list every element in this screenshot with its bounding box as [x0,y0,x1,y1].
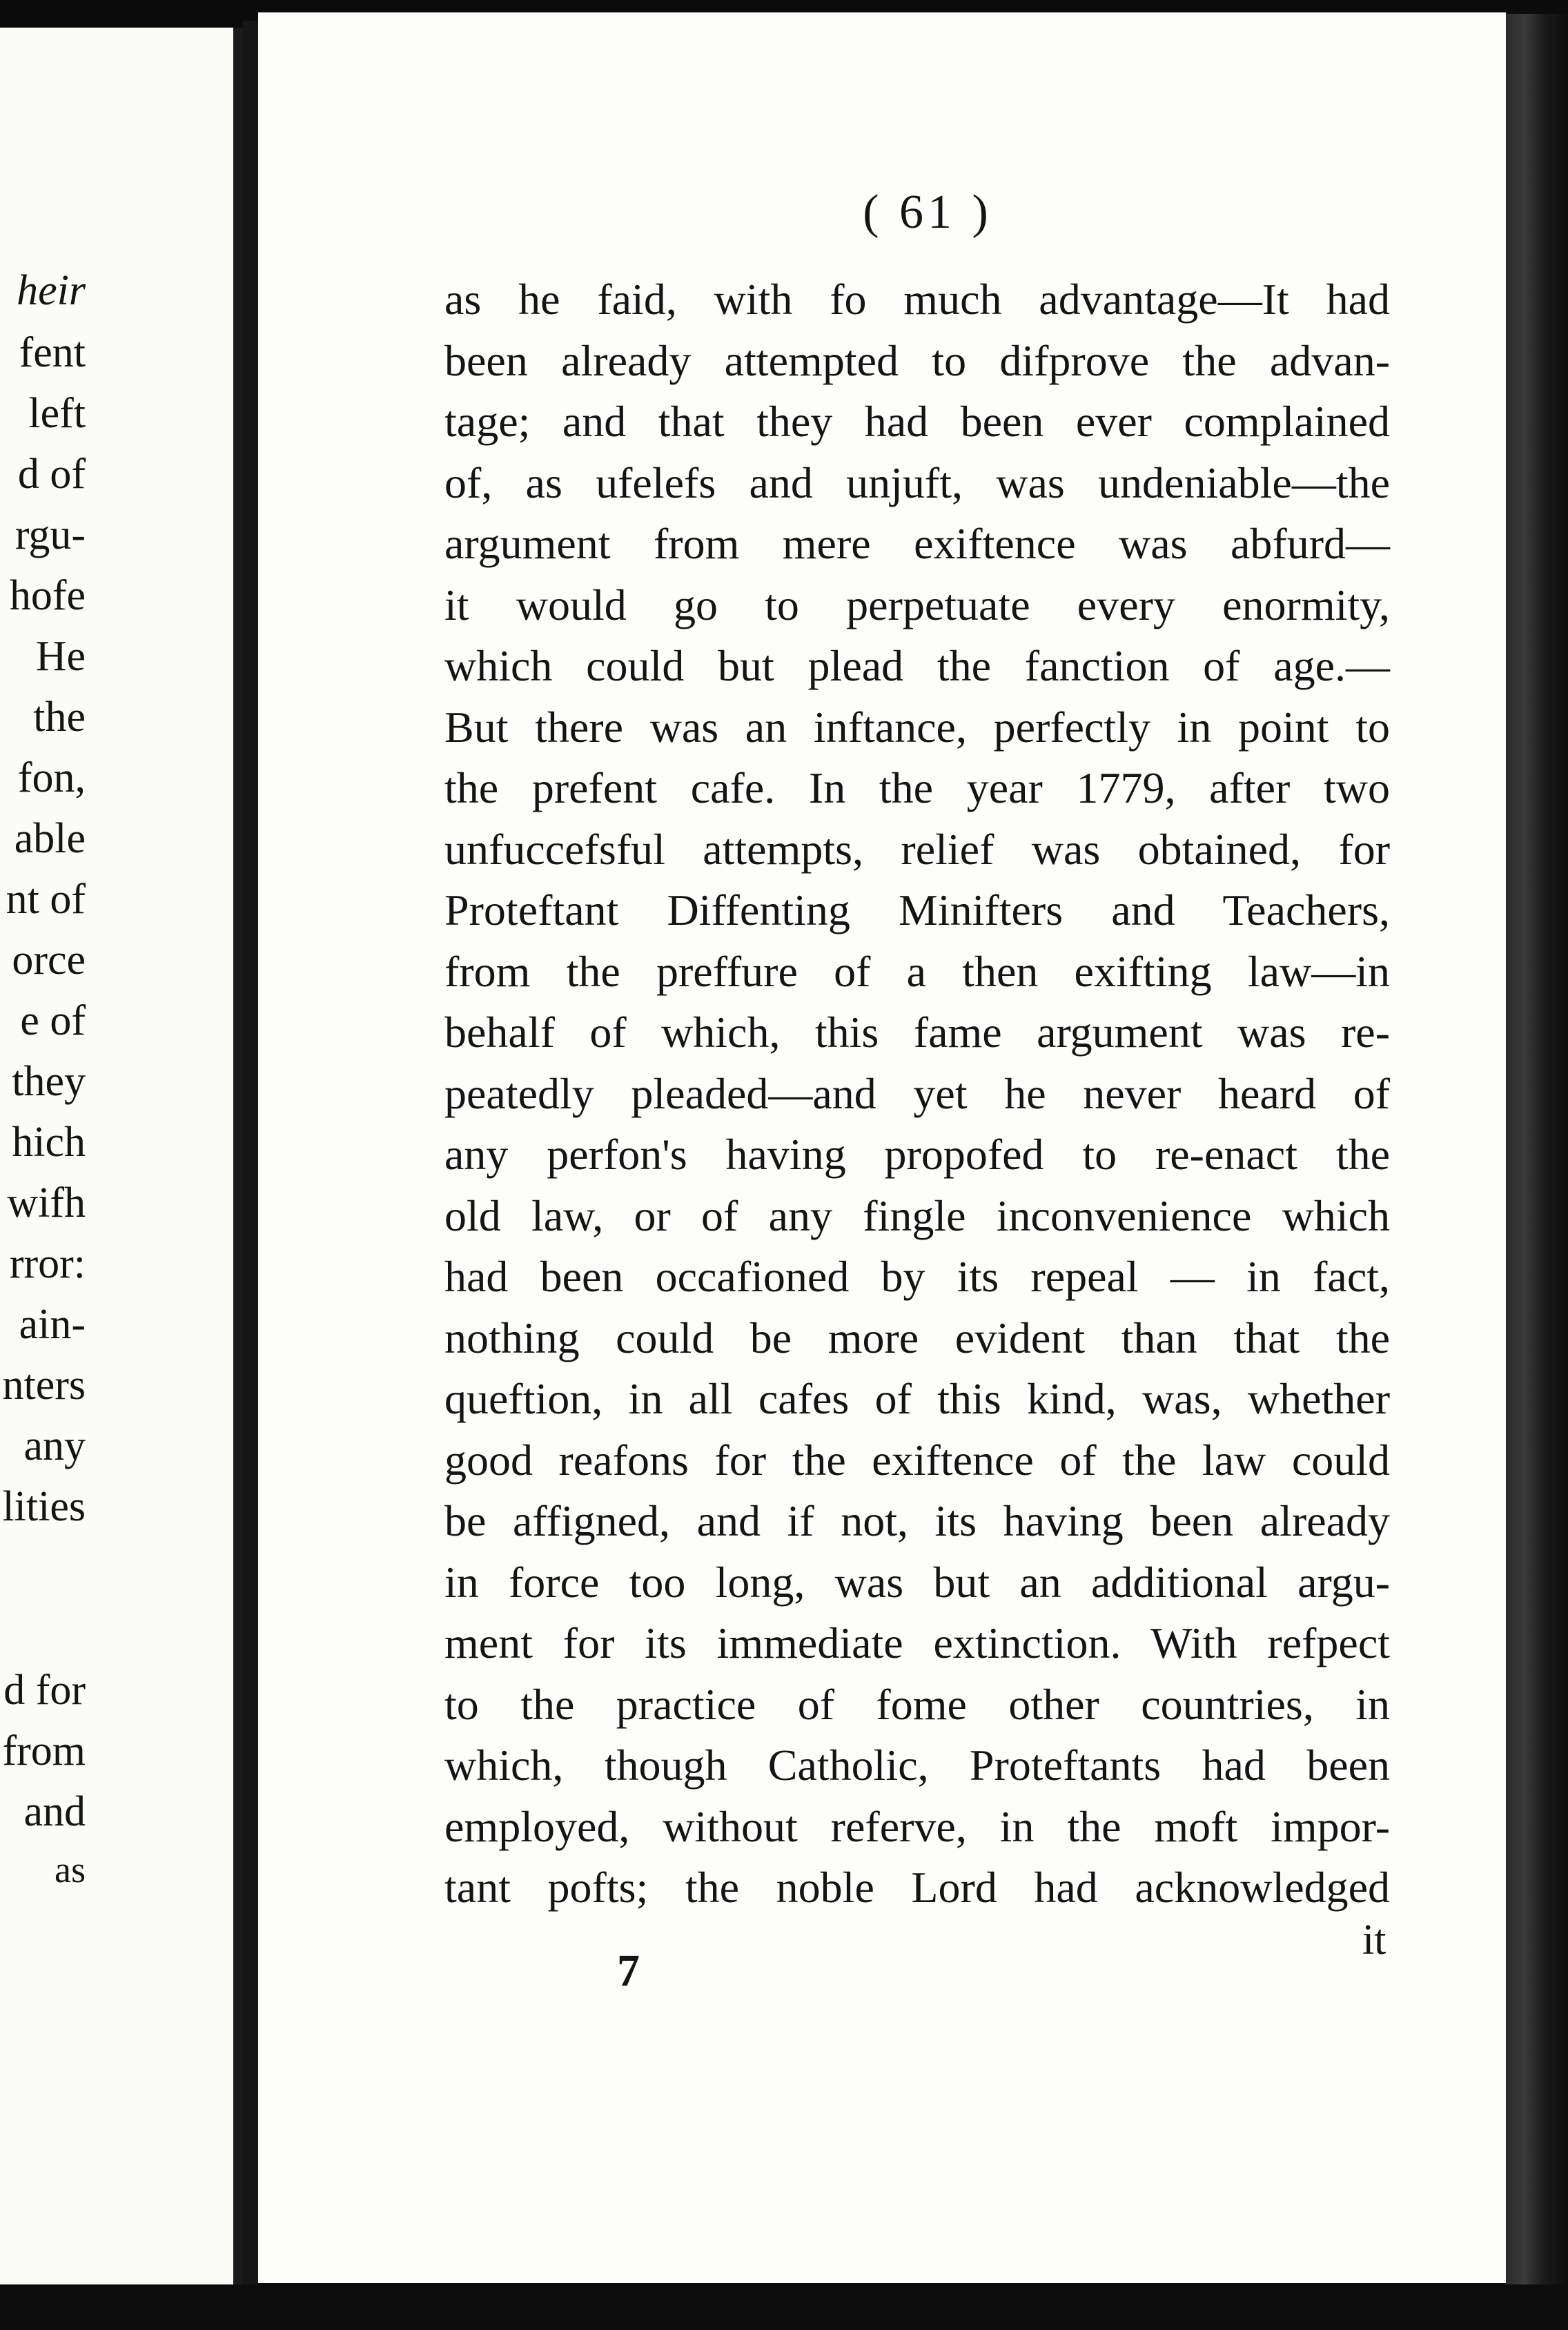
text-line: unfuccefsful attempts, relief was obtained, for [444,824,1390,874]
left-page-text-fragment: nt of [6,876,86,923]
left-page-text-fragment: hofe [9,572,86,619]
text-line: peatedly pleaded—and yet he never heard of [444,1068,1390,1118]
left-page-text-fragment: heir [17,267,86,314]
text-line: of, as ufelefs and unjuft, was undeniable—the [444,458,1390,507]
left-page-text-fragment: left [28,390,86,437]
text-line: been already attempted to difprove the advan- [444,335,1390,385]
page-edge-shadow [1506,14,1568,2284]
left-page-text-fragment: fon, [17,754,86,801]
left-page-text-fragment: from [2,1727,86,1774]
text-line: which, though Catholic, Proteftants had been [444,1741,1390,1790]
signature-mark: 7 [617,1946,640,1996]
text-line: which could but plead the fanction of age.— [444,641,1390,690]
text-line: had been occafioned by its repeal — in fact, [444,1252,1390,1301]
text-line: nothing could be more evident than that the [444,1313,1390,1362]
text-line: as he faid, with fo much advantage—It had [444,275,1390,324]
left-page-text-fragment: the [33,694,86,741]
text-line: to the practice of fome other countries, in [444,1679,1390,1729]
left-page-text-fragment: ain- [19,1301,86,1348]
text-line: queftion, in all cafes of this kind, was, whether [444,1374,1390,1423]
text-line: employed, without referve, in the moft impor- [444,1801,1390,1851]
left-page-text-fragment: any [23,1422,86,1469]
book-gutter [243,21,258,2291]
text-line: good reafons for the exiftence of the law could [444,1435,1390,1485]
left-page-text-fragment: orce [12,937,86,983]
text-line: But there was an inftance, perfectly in point to [444,702,1390,752]
left-page-text-fragment: rror: [9,1240,86,1287]
left-page-text-fragment: able [14,815,86,862]
body-text [444,269,1390,1919]
left-page-text-fragment: He [35,633,86,680]
left-page-text-fragment: rgu- [14,511,86,558]
scan-border [0,2284,1568,2330]
book-page [258,12,1506,2283]
text-line: tant pofts; the noble Lord had acknowledged [444,1863,1390,1912]
left-page-text-fragment: nters [2,1362,86,1409]
text-line: in force too long, was but an additional argu- [444,1557,1390,1607]
text-line: old law, or of any fingle inconvenience which [444,1191,1390,1240]
left-page-text-fragment: lities [2,1483,86,1530]
text-line: it would go to perpetuate every enormity, [444,580,1390,629]
left-page-text-fragment: d of [17,451,86,498]
left-page-text-fragment: e of [20,997,86,1044]
text-line: any perfon's having propofed to re-enact the [444,1130,1390,1179]
left-page-text-fragment: they [12,1058,86,1105]
text-line: Proteftant Diffenting Minifters and Teachers, [444,885,1390,934]
left-page-text-fragment: d for [3,1667,86,1714]
page-number: ( 61 ) [863,186,992,239]
catchword: it [1362,1917,1386,1964]
text-line: tage; and that they had been ever complained [444,397,1390,446]
text-line: argument from mere exiftence was abfurd— [444,519,1390,568]
previous-page-fragment [0,28,243,2284]
text-line: the prefent cafe. In the year 1779, after two [444,763,1390,812]
left-page-text-fragment: as [55,1849,86,1890]
left-page-text-fragment: and [23,1788,86,1835]
left-page-text-fragment: fent [19,329,86,376]
text-line: behalf of which, this fame argument was re- [444,1008,1390,1057]
left-page-text-fragment: hich [12,1119,86,1166]
left-page-text-fragment: wifh [7,1179,86,1226]
text-line: be affigned, and if not, its having been already [444,1496,1390,1545]
text-line: from the preffure of a then exifting law—in [444,946,1390,996]
text-line: ment for its immediate extinction. With refpect [444,1618,1390,1667]
page-edge [233,28,243,2284]
